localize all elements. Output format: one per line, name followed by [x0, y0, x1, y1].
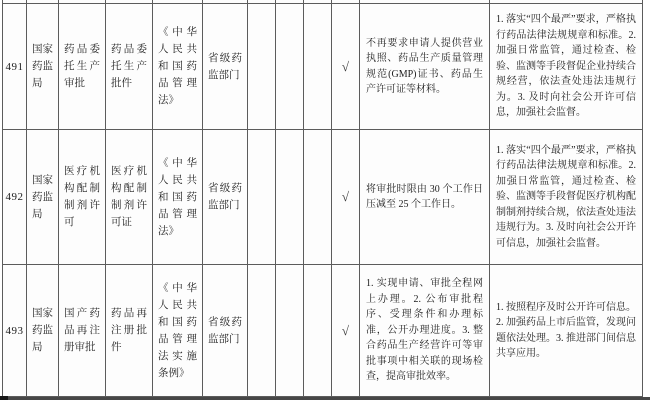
certificate-cell	[106, 130, 153, 265]
certificate-cell	[106, 265, 153, 397]
blank-cell-3	[304, 265, 332, 397]
blank-cell-2	[276, 130, 304, 265]
approval-delegation-table	[2, 0, 643, 397]
delegation-check-cell	[332, 4, 360, 130]
item-name-text: 医疗机构配制制剂许可	[64, 166, 100, 228]
page-bottom-corner	[0, 396, 8, 400]
department-cell	[203, 4, 248, 130]
reform-measure-cell	[360, 265, 490, 397]
agency-text: 国家药监局	[32, 174, 53, 220]
blank-cell-1	[248, 130, 276, 265]
department-text: 省级药监部门	[208, 316, 242, 345]
department-cell	[203, 130, 248, 265]
item-name-cell	[59, 4, 106, 130]
check-icon: √	[341, 58, 350, 74]
item-name-cell	[59, 265, 106, 397]
reform-measure-text: 将审批时限由 30 个工作日压减至 25 个工作日。	[366, 183, 483, 210]
reform-measure-text: 不再要求申请人提供营业执照、药品生产质量管理规范(GMP)证书、药品生产许可证等材料。	[366, 37, 483, 95]
delegation-check-cell	[332, 130, 360, 265]
item-name-cell	[59, 130, 106, 265]
agency-cell	[27, 130, 59, 265]
certificate-text: 药品再注册批件	[111, 308, 147, 353]
seq-cell: 493	[3, 265, 27, 397]
item-name-text: 药品委托生产审批	[64, 44, 100, 89]
supervision-measure-cell	[490, 265, 643, 397]
blank-cell-3	[304, 4, 332, 130]
delegation-check-cell	[332, 265, 360, 397]
seq-cell: 491	[3, 4, 27, 130]
agency-text: 国家药监局	[32, 44, 53, 89]
supervision-measure-text: 1. 按照程序及时公开许可信息。2. 加强药品上市后监管，发现问题依法处理。3. 推进部门间信息共享应用。	[496, 301, 636, 359]
agency-text: 国家药监局	[32, 308, 53, 353]
legal-basis-cell	[153, 130, 203, 265]
check-icon: √	[341, 322, 350, 338]
legal-basis-text: 《中华人民共和国药品管理法》	[158, 157, 197, 237]
supervision-measure-cell	[490, 130, 643, 265]
legal-basis-text: 《中华人民共和国药品管理法实施条例》	[158, 282, 197, 379]
blank-cell-2	[276, 4, 304, 130]
agency-cell	[27, 265, 59, 397]
item-name-text: 国产药品再注册审批	[64, 308, 100, 353]
reform-measure-cell	[360, 130, 490, 265]
legal-basis-cell	[153, 4, 203, 130]
legal-basis-text: 《中华人民共和国药品管理法》	[158, 27, 197, 106]
blank-cell-1	[248, 4, 276, 130]
reform-measure-text: 1. 实现申请、审批全程网上办理。2. 公布审批程序、受理条件和办理标准，公开办理进度。3. 整合药品生产经营许可等审批事项中相关联的现场检查，提高审批效率。	[366, 278, 483, 383]
department-text: 省级药监部门	[208, 183, 242, 211]
blank-cell-3	[304, 130, 332, 265]
supervision-measure-text: 1. 落实“四个最严”要求，严格执行药品法律法规规章和标准。2. 加强日常监管，通过检查、检验、监测等手段督促企业持续合规经营，依法查处违法违规行为。3. 及时向社会公开许可信息，加强社会监督。	[496, 14, 636, 119]
supervision-measure-text: 1. 落实“四个最严”要求，严格执行药品法律法规规章和标准。2. 加强日常监管，通过检查、检验、监测等手段督促医疗机构配制制剂持续合规，依法查处违法违规行为。3. 及时向社会公开许可信息，加强社会监督。	[496, 144, 636, 249]
agency-cell	[27, 4, 59, 130]
blank-cell-2	[276, 265, 304, 397]
reform-measure-cell	[360, 4, 490, 130]
department-cell	[203, 265, 248, 397]
department-text: 省级药监部门	[208, 52, 242, 81]
supervision-measure-cell	[490, 4, 643, 130]
check-icon: √	[341, 189, 350, 204]
legal-basis-cell	[153, 265, 203, 397]
certificate-text: 药品委托生产批件	[111, 44, 147, 89]
blank-cell-1	[248, 265, 276, 397]
seq-cell: 492	[3, 130, 27, 265]
certificate-cell	[106, 4, 153, 130]
certificate-text: 医疗机构配制制剂许可证	[111, 166, 147, 228]
